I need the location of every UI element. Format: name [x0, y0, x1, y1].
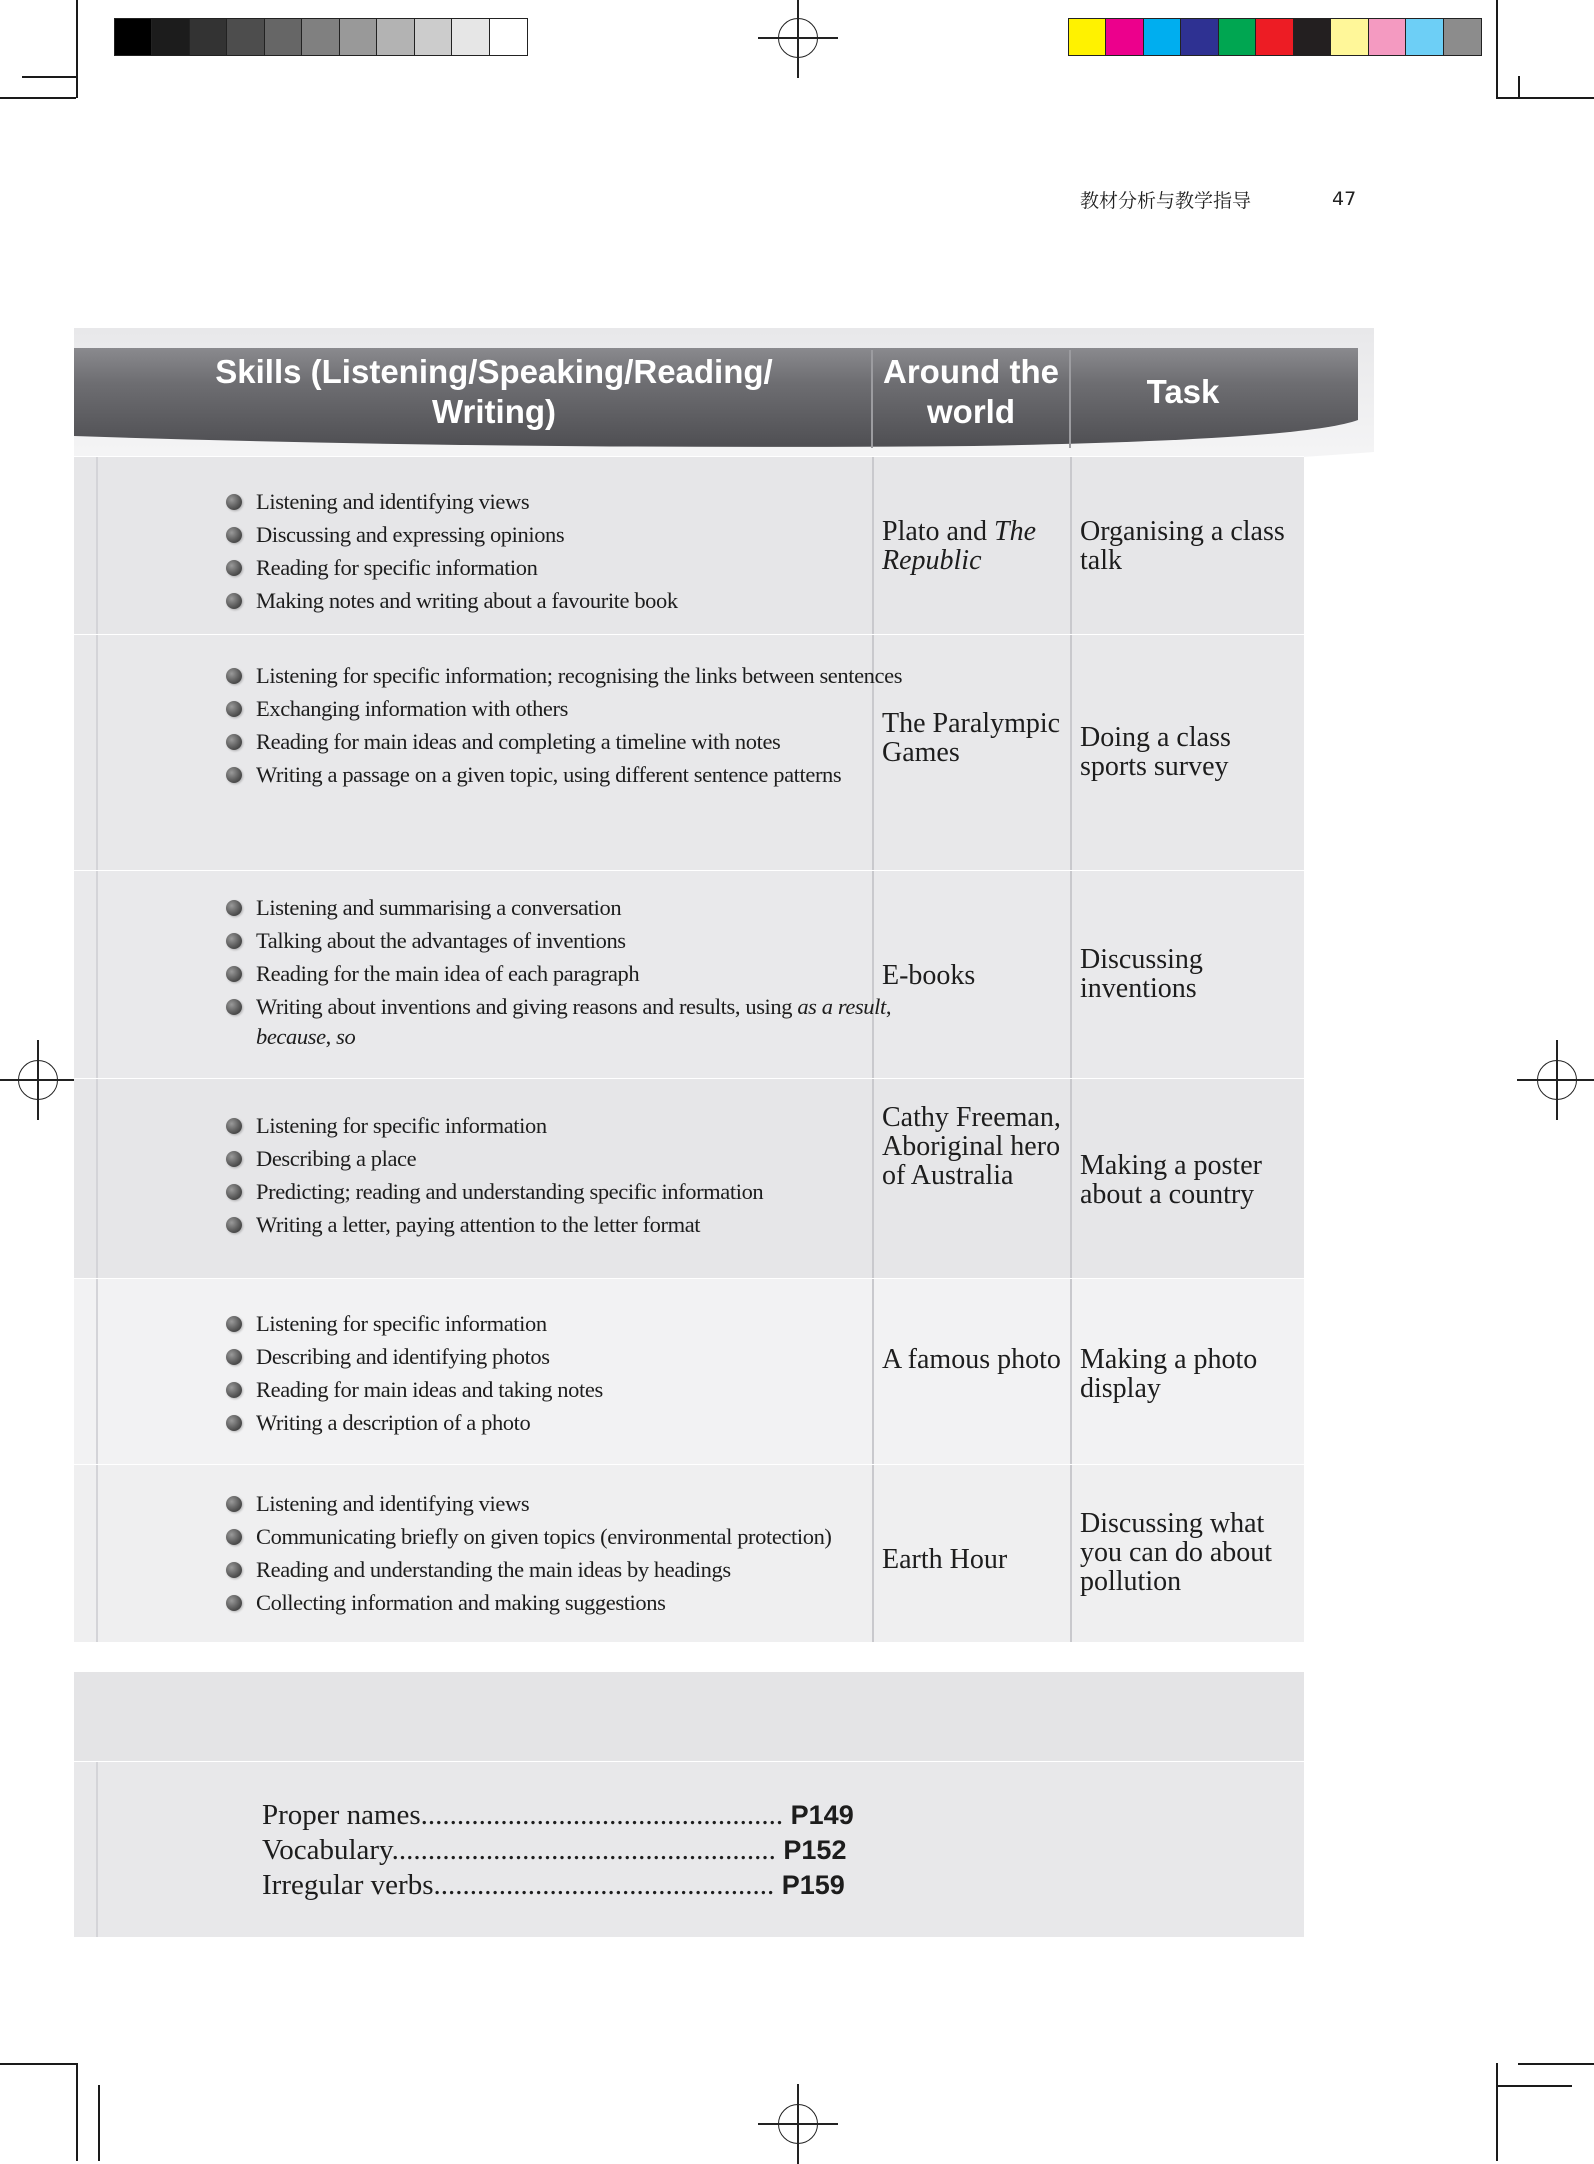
color-swatch — [1331, 19, 1368, 55]
color-swatch — [1444, 19, 1481, 55]
color-swatch — [1369, 19, 1406, 55]
skill-item: Reading for main ideas and completing a timeline with notes — [226, 727, 936, 757]
table-row — [74, 870, 1304, 1078]
color-swatch — [1219, 19, 1256, 55]
bullet-icon — [226, 1151, 242, 1167]
skill-item: Writing a letter, paying attention to the letter format — [226, 1210, 936, 1240]
skill-item: Communicating briefly on given topics (environmental protection) — [226, 1522, 936, 1552]
task-cell: Discussing what you can do about pollution — [1080, 1508, 1273, 1597]
skill-item: Talking about the advantages of inventions — [226, 926, 936, 956]
table-spacer-row — [74, 1671, 1304, 1761]
color-swatch — [415, 19, 452, 55]
bullet-icon — [226, 1529, 242, 1545]
color-swatch — [340, 19, 377, 55]
bullet-icon — [226, 668, 242, 684]
skill-item: Predicting; reading and understanding specific information — [226, 1177, 936, 1207]
bullet-icon — [226, 1382, 242, 1398]
skills-list — [226, 1309, 936, 1441]
bullet-icon — [226, 1217, 242, 1233]
around-the-world-cell: E-books — [882, 960, 976, 991]
header-skills: Skills (Listening/Speaking/Reading/ Writing) — [215, 353, 773, 430]
skill-item: Reading for specific information — [226, 553, 936, 583]
reference-entry: Proper names.................................................. P149 — [262, 1799, 854, 1831]
task-cell: Making a poster about a country — [1080, 1150, 1262, 1210]
color-swatch — [377, 19, 414, 55]
task-cell: Discussing inventions — [1080, 944, 1203, 1004]
skill-item: Listening for specific information — [226, 1111, 936, 1141]
around-the-world-cell: Earth Hour — [882, 1544, 1008, 1575]
bullet-icon — [226, 1595, 242, 1611]
skill-item: Listening for specific information; recognising the links between sentences — [226, 661, 936, 691]
table-row — [74, 1078, 1304, 1278]
skills-list — [226, 1489, 936, 1621]
color-swatch — [490, 19, 527, 55]
registration-mark-right — [1517, 1040, 1594, 1120]
bullet-icon — [226, 1415, 242, 1431]
around-the-world-cell: Cathy Freeman, Aboriginal hero of Australia — [882, 1102, 1061, 1191]
bullet-icon — [226, 933, 242, 949]
task-cell: Making a photo display — [1080, 1344, 1258, 1404]
color-swatch — [1069, 19, 1106, 55]
bullet-icon — [226, 560, 242, 576]
skill-item: Writing a description of a photo — [226, 1408, 936, 1438]
skill-item: Listening for specific information — [226, 1309, 936, 1339]
table-row — [74, 634, 1304, 870]
color-swatch — [452, 19, 489, 55]
task-cell: Doing a class sports survey — [1080, 722, 1231, 782]
skill-item: Collecting information and making suggestions — [226, 1588, 936, 1618]
skill-item: Writing about inventions and giving reasons and results, using as a result, because, so — [226, 992, 936, 1052]
skill-item: Reading and understanding the main ideas by headings — [226, 1555, 936, 1585]
registration-mark-top — [758, 0, 838, 78]
around-the-world-cell: A famous photo — [882, 1344, 1061, 1375]
bullet-icon — [226, 527, 242, 543]
bullet-icon — [226, 1316, 242, 1332]
color-swatch — [1181, 19, 1218, 55]
bullet-icon — [226, 1184, 242, 1200]
color-swatch — [302, 19, 339, 55]
table-row — [74, 1278, 1304, 1464]
bullet-icon — [226, 1562, 242, 1578]
table-row — [74, 456, 1304, 634]
color-swatch — [1106, 19, 1143, 55]
bullet-icon — [226, 767, 242, 783]
skill-item: Making notes and writing about a favourite book — [226, 586, 936, 616]
header-around-the-world: Around the world — [883, 353, 1059, 430]
skill-item: Reading for main ideas and taking notes — [226, 1375, 936, 1405]
bullet-icon — [226, 494, 242, 510]
registration-mark-bottom — [758, 2084, 838, 2164]
bullet-icon — [226, 1349, 242, 1365]
skill-item: Describing a place — [226, 1144, 936, 1174]
color-swatch — [1144, 19, 1181, 55]
table-header — [74, 328, 1374, 456]
bullet-icon — [226, 1496, 242, 1512]
color-swatch — [190, 19, 227, 55]
color-swatch — [152, 19, 189, 55]
grayscale-bar — [114, 18, 528, 56]
color-bar — [1068, 18, 1482, 56]
running-head: 教材分析与教学指导 — [1080, 190, 1252, 212]
header-task: Task — [1146, 373, 1220, 410]
bullet-icon — [226, 701, 242, 717]
color-swatch — [115, 19, 152, 55]
skills-list — [226, 487, 936, 619]
skill-item: Listening and identifying views — [226, 487, 936, 517]
color-swatch — [1256, 19, 1293, 55]
bullet-icon — [226, 1118, 242, 1134]
bullet-icon — [226, 593, 242, 609]
skill-item: Writing a passage on a given topic, using different sentence patterns — [226, 760, 936, 790]
color-swatch — [265, 19, 302, 55]
skill-item: Listening and summarising a conversation — [226, 893, 936, 923]
skills-list — [226, 893, 936, 1055]
color-swatch — [1294, 19, 1331, 55]
skill-item: Reading for the main idea of each paragraph — [226, 959, 936, 989]
skill-item: Discussing and expressing opinions — [226, 520, 936, 550]
registration-mark-left — [0, 1040, 78, 1120]
around-the-world-cell: Plato and The Republic — [882, 516, 1036, 576]
bullet-icon — [226, 900, 242, 916]
color-swatch — [227, 19, 264, 55]
skill-item: Listening and identifying views — [226, 1489, 936, 1519]
reference-entry: Irregular verbs............................................... P159 — [262, 1869, 845, 1901]
bullet-icon — [226, 734, 242, 750]
skills-list — [226, 661, 936, 793]
around-the-world-cell: The Paralympic Games — [882, 708, 1061, 768]
skill-item: Exchanging information with others — [226, 694, 936, 724]
skill-item: Describing and identifying photos — [226, 1342, 936, 1372]
references-panel — [74, 1761, 1304, 1937]
reference-entry: Vocabulary..................................................... P152 — [262, 1834, 847, 1866]
bullet-icon — [226, 999, 242, 1015]
table-row — [74, 1464, 1304, 1642]
task-cell: Organising a class talk — [1080, 516, 1285, 576]
bullet-icon — [226, 966, 242, 982]
color-swatch — [1406, 19, 1443, 55]
skills-list — [226, 1111, 936, 1243]
page-number: 47 — [1332, 188, 1357, 210]
